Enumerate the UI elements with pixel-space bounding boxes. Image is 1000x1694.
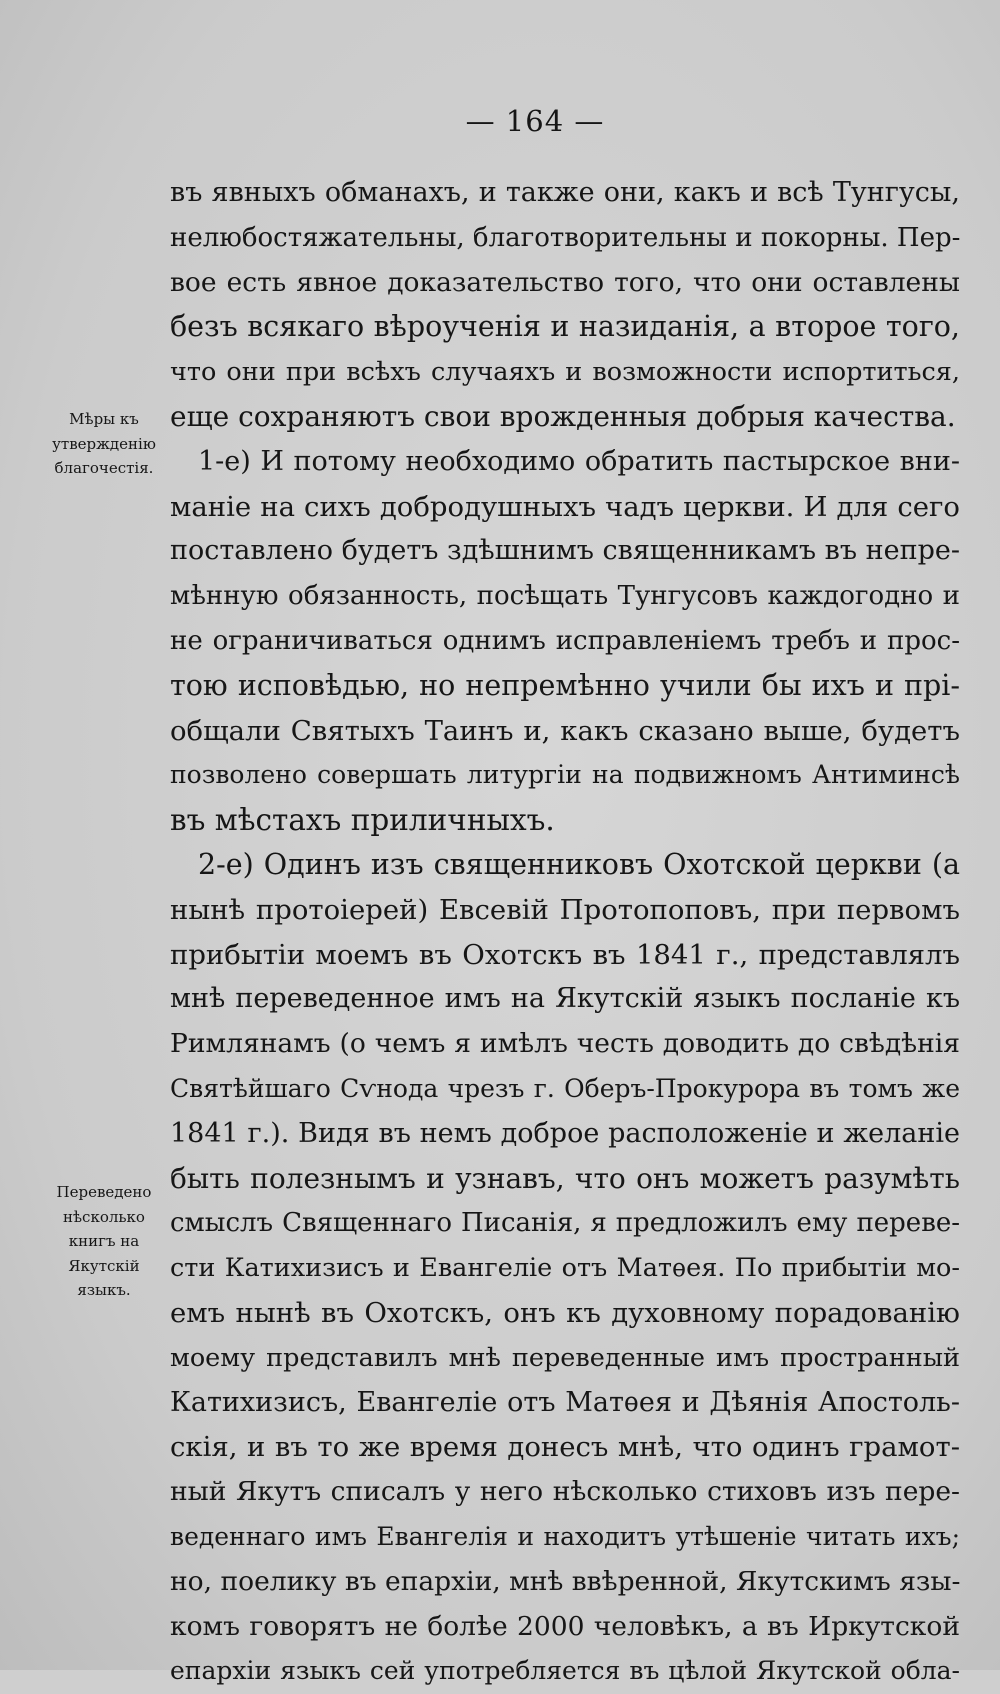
text-line: Святѣйшаго Сѵнода чрезъ г. Оберъ-Прокурора въ томъ же (170, 1073, 960, 1103)
text-line: скія, и въ то же время донесъ мнѣ, что одинъ грамот- (170, 1431, 960, 1464)
text-line: 1-е) И потому необходимо обратить пастырское вни- (198, 445, 960, 477)
text-line: тою исповѣдью, но непремѣнно учили бы ихъ и прі- (170, 668, 960, 702)
text-line: емъ нынѣ въ Охотскъ, онъ къ духовному порадованію (170, 1296, 960, 1329)
text-line: что они при всѣхъ случаяхъ и возможности испортиться, (170, 357, 960, 388)
margin-note-line: Якутскій (68, 1256, 140, 1275)
margin-note-piety-measures (46, 407, 162, 481)
text-line: нелюбостяжательны, благотворительны и покорны. Пер- (170, 222, 961, 253)
margin-note-line: нѣсколько (63, 1207, 145, 1226)
text-line: еще сохраняютъ свои врожденныя добрыя качества. (170, 399, 956, 433)
margin-note-line: книгъ на (68, 1232, 140, 1250)
text-line: 1841 г.). Видя въ немъ доброе расположеніе и желаніе (170, 1117, 960, 1149)
text-line: моему представилъ мнѣ переведенные имъ пространный (170, 1342, 960, 1373)
text-line: позволено совершать литургіи на подвижномъ Антиминсѣ (170, 760, 960, 790)
text-line: въ мѣстахъ приличныхъ. (170, 803, 555, 838)
margin-note-translations (46, 1180, 162, 1303)
text-line: Римлянамъ (о чемъ я имѣлъ честь доводить до свѣдѣнія (170, 1028, 960, 1060)
margin-note-line: утвержденію (52, 434, 156, 453)
text-line: маніе на сихъ добродушныхъ чадъ церкви. И для сего (170, 490, 960, 523)
text-line: но, поелику въ епархіи, мнѣ ввѣренной, Якутскимъ язы- (170, 1565, 961, 1597)
text-line: въ явныхъ обманахъ, и также они, какъ и всѣ Тунгусы, (170, 177, 960, 208)
text-line: мѣнную обязанность, посѣщать Тунгусовъ каждогодно и (170, 581, 960, 612)
body-text (170, 171, 960, 1694)
text-line: 2-е) Одинъ изъ священниковъ Охотской церкви (а (198, 847, 960, 881)
text-line: быть полезнымъ и узнавъ, что онъ можетъ разумѣть (170, 1161, 960, 1195)
text-line: комъ говорятъ не болѣе 2000 человѣкъ, а въ Иркутской (170, 1610, 960, 1642)
text-line: прибытіи моемъ въ Охотскъ въ 1841 г., представлялъ (170, 938, 960, 971)
margin-note-line: Переведено (56, 1183, 152, 1201)
text-line: вое есть явное доказательство того, что они оставлены (170, 266, 960, 298)
margin-note-line: Мѣры къ (69, 410, 139, 428)
text-line: сти Катихизисъ и Евангеліе отъ Матѳея. По прибытіи мо- (170, 1253, 960, 1284)
text-line: Катихизисъ, Евангеліе отъ Матѳея и Дѣянія Апостоль- (170, 1386, 960, 1418)
page-number: — 164 — (465, 104, 605, 138)
text-line: веденнаго имъ Евангелія и находитъ утѣшеніе читать ихъ; (170, 1521, 960, 1551)
text-line: поставлено будетъ здѣшнимъ священникамъ въ непре- (170, 535, 960, 567)
text-line: ный Якутъ списалъ у него нѣсколько стиховъ изъ пере- (170, 1476, 960, 1508)
text-line: смыслъ Священнаго Писанія, я предложилъ ему переве- (170, 1208, 960, 1239)
margin-note-line: языкъ. (77, 1281, 131, 1299)
text-line: епархіи языкъ сей употребляется въ цѣлой Якутской обла- (170, 1656, 960, 1686)
text-line: общали Святыхъ Таинъ и, какъ сказано выше, будетъ (170, 714, 960, 747)
margin-note-line: благочестія. (54, 459, 154, 477)
text-line: нынѣ протоіерей) Евсевій Протопоповъ, при первомъ (170, 893, 960, 926)
text-line: не ограничиваться однимъ исправленіемъ требъ и прос- (170, 625, 960, 656)
text-line: мнѣ переведенное имъ на Якутскій языкъ посланіе къ (170, 983, 960, 1015)
text-line: безъ всякаго вѣроученія и назиданія, а второе того, (170, 310, 960, 344)
